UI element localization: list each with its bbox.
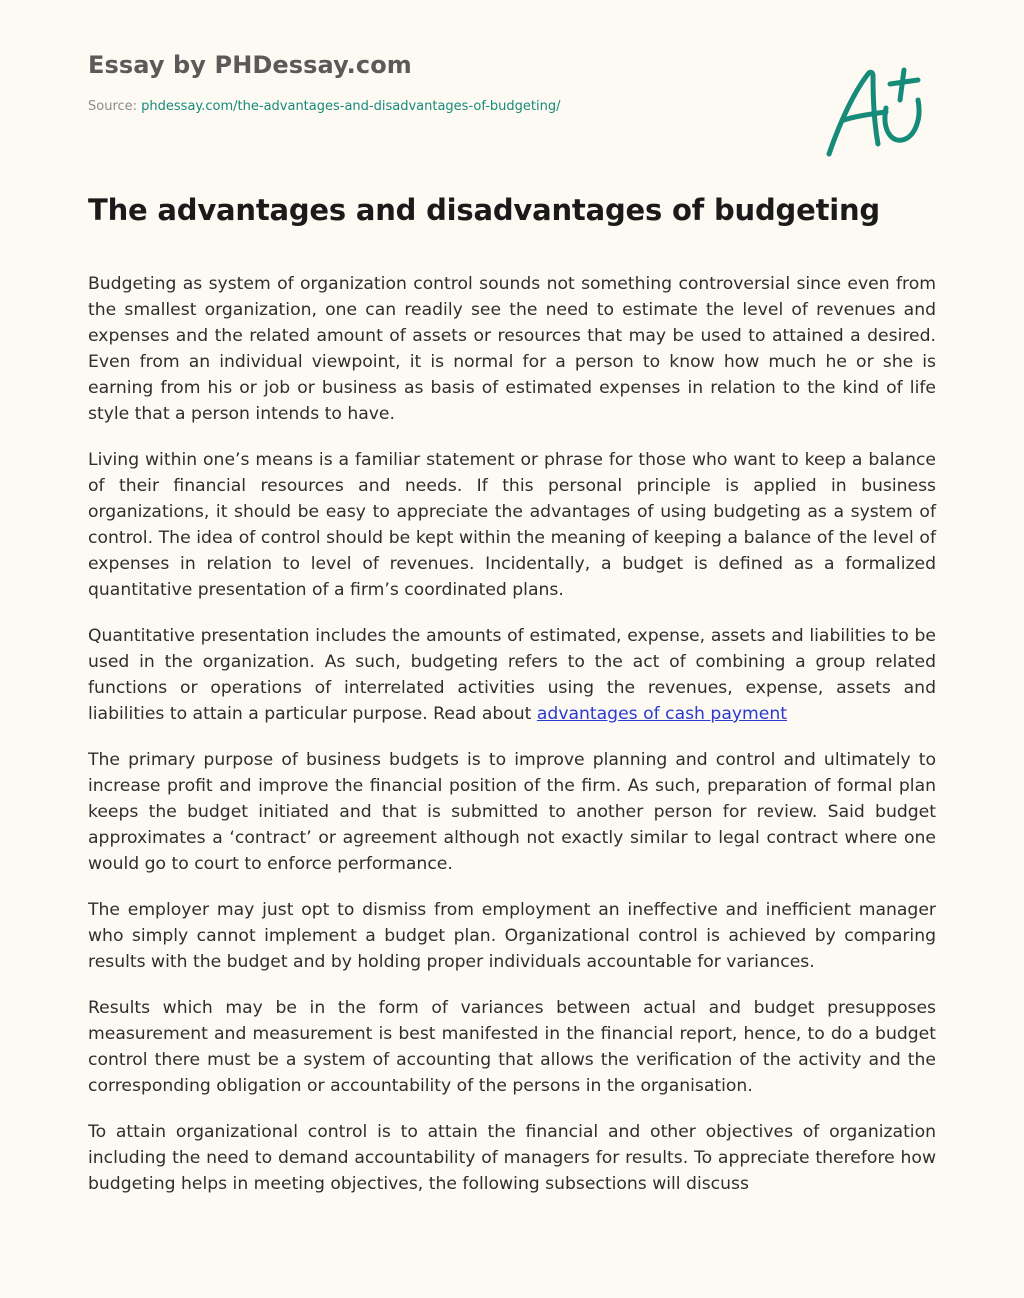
- paragraph: Living within one’s means is a familiar statement or phrase for those who want to keep a balance of their financial resources and needs. If this personal principle is applied in business organizations, it should be easy to appreciate the advantages of using budgeting as a system of control. The idea of control should be kept within the meaning of keeping a balance of the level of expenses in relation to level of revenues. Incidentally, a budget is defined as a formalized quantitative presentation of a firm’s coordinated plans.: [88, 450, 936, 600]
- paragraph-with-link: [88, 623, 936, 727]
- paragraph: The primary purpose of business budgets is to improve planning and control and ultimately to increase profit and improve the financial position of the firm. As such, preparation of formal plan keeps the budget initiated and that is submitted to another person for review. Said budget approximates a ‘contract’ or agreement although not exactly similar to legal contract where one would go to court to enforce performance.: [88, 750, 936, 874]
- source-label: Source:: [88, 99, 138, 114]
- source-line: [88, 98, 788, 116]
- page-title: The advantages and disadvantages of budgeting: [88, 193, 880, 227]
- source-link[interactable]: phdessay.com/the-advantages-and-disadvantages-of-budgeting/: [141, 99, 561, 114]
- paragraph: Budgeting as system of organization control sounds not something controversial since even from the smallest organization, one can readily see the need to estimate the level of revenues and expenses and the related amount of assets or resources that may be used to attained a desired. Even from an individual viewpoint, it is normal for a person to know how much he or she is earning from his or job or business as basis of estimated expenses in relation to the kind of life style that a person intends to have.: [88, 274, 936, 424]
- a-plus-logo-icon: [820, 62, 932, 162]
- article-body: [88, 271, 936, 1217]
- site-brand[interactable]: Essay by PHDessay.com: [88, 51, 412, 79]
- advantages-of-cash-payment-link[interactable]: advantages of cash payment: [536, 704, 787, 724]
- site-header: [88, 48, 788, 116]
- paragraph: The employer may just opt to dismiss from employment an ineffective and inefficient manager who simply cannot implement a budget plan. Organizational control is achieved by comparing results with the budget and by holding proper individuals accountable for variances.: [88, 900, 936, 972]
- paragraph: Results which may be in the form of variances between actual and budget presupposes measurement and measurement is best manifested in the financial report, hence, to do a budget control there must be a system of accounting that allows the verification of the activity and the corresponding obligation or accountability of the persons in the organisation.: [88, 998, 936, 1096]
- paragraph: To attain organizational control is to attain the financial and other objectives of organization including the need to demand accountability of managers for results. To appreciate therefore how budgeting helps in meeting objectives, the following subsections will discuss: [88, 1122, 936, 1194]
- paragraph-text: Quantitative presentation includes the amounts of estimated, expense, assets and liabilities to be used in the organization. As such, budgeting refers to the act of combining a group related functions or operations of interrelated activities using the revenues, expense, assets and liabilities to attain a particular purpose. Read about: [88, 626, 936, 724]
